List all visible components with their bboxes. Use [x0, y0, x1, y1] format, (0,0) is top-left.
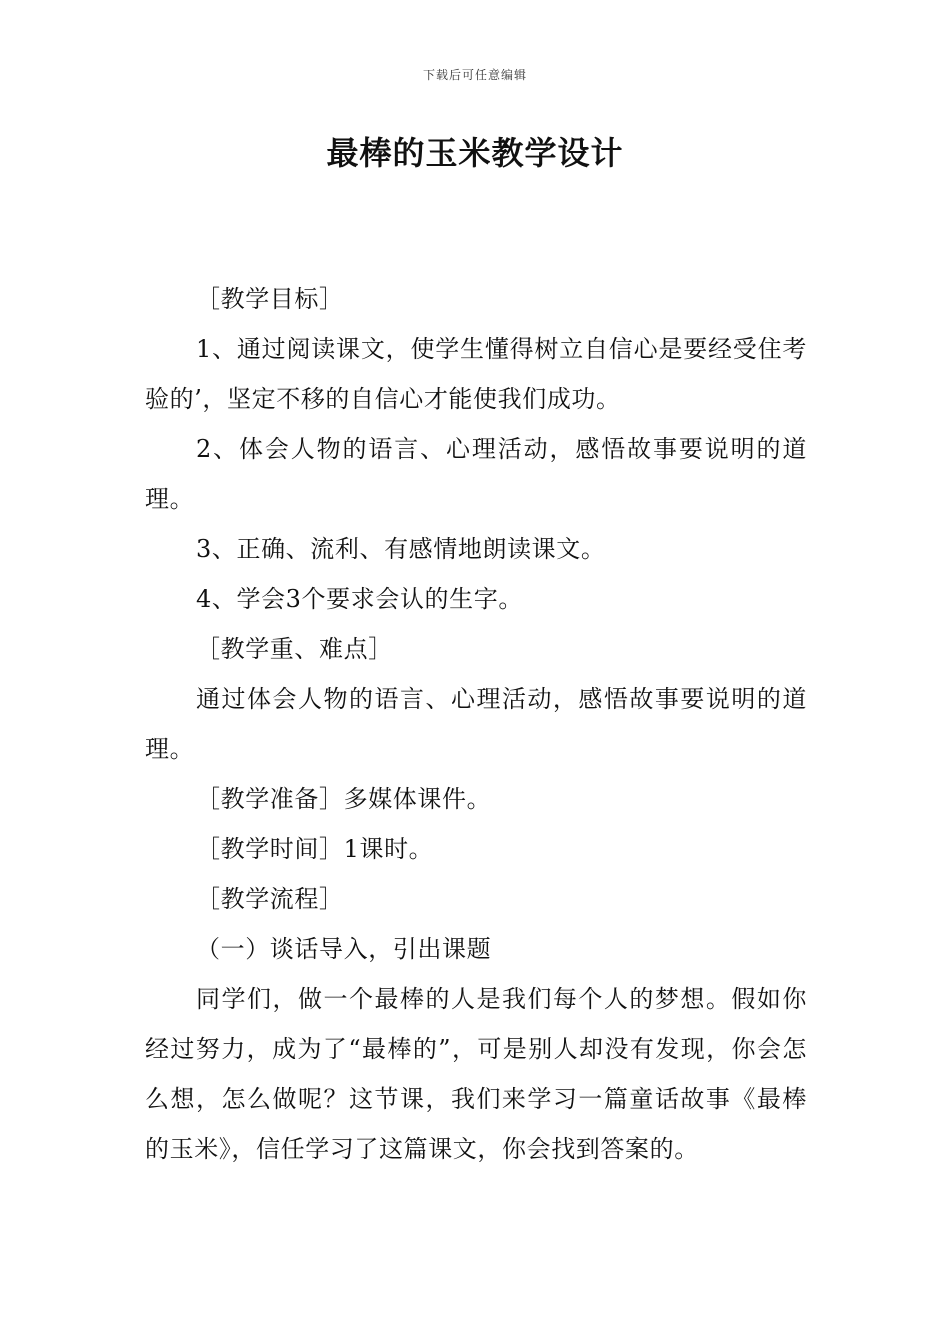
objective-item-2: 2、体会人物的语言、心理活动，感悟故事要说明的道理。: [145, 435, 807, 513]
key-points-text: 通过体会人物的语言、心理活动，感悟故事要说明的道理。: [145, 685, 807, 763]
page-header-note: 下载后可任意编辑: [422, 68, 527, 82]
section-heading-process: ［教学流程］: [196, 885, 344, 913]
section-heading-objectives: ［教学目标］: [196, 285, 344, 313]
objective-item-1: 1、通过阅读课文，使学生懂得树立自信心是要经受住考验的’，坚定不移的自信心才能使我们成功。: [145, 335, 807, 413]
time-line: ［教学时间］1课时。: [196, 835, 434, 863]
process-step-1-heading: （一）谈话导入，引出课题: [196, 935, 492, 963]
document-body: [145, 274, 807, 1174]
process-step-1-text: 同学们，做一个最棒的人是我们每个人的梦想。假如你经过努力，成为了“最棒的”，可是别人却没有发现，你会怎么想，怎么做呢？这节课，我们来学习一篇童话故事《最棒的玉米》，信任学习了这篇课文，你会找到答案的。: [145, 985, 807, 1163]
preparation-line: ［教学准备］多媒体课件。: [196, 785, 492, 813]
objective-item-4: 4、学会3个要求会认的生字。: [196, 585, 523, 613]
document-title: 最棒的玉米教学设计: [326, 134, 624, 172]
section-heading-key-points: ［教学重、难点］: [196, 635, 393, 663]
objective-item-3: 3、正确、流利、有感情地朗读课文。: [196, 535, 606, 563]
